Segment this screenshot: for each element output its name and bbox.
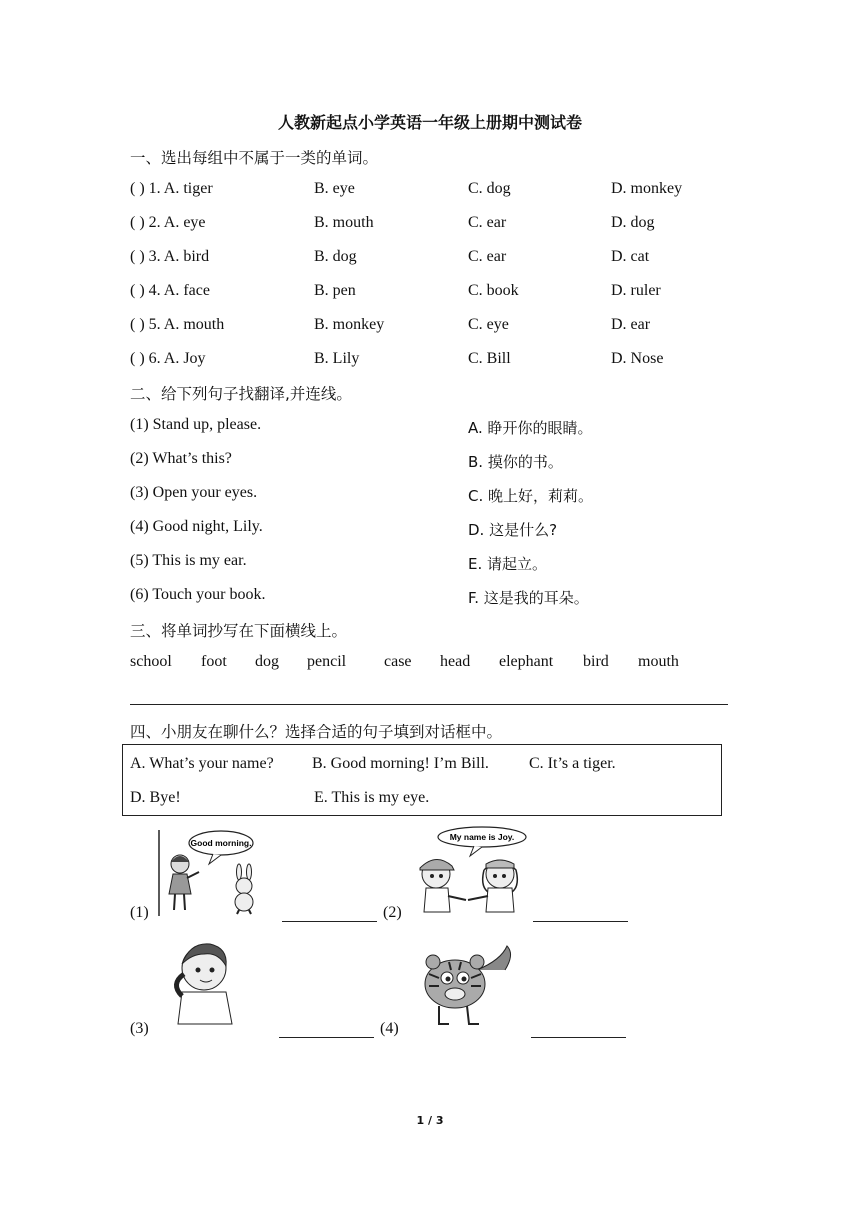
answer-blank-3[interactable] — [279, 1037, 374, 1038]
option-b: B. dog — [314, 248, 357, 265]
option-a: A. What’s your name? — [130, 755, 274, 772]
word-item: mouth — [638, 653, 679, 670]
option-b: B. pen — [314, 282, 356, 299]
option-d: D. ear — [611, 316, 651, 333]
part4-heading: 四、小朋友在聊什么？选择合适的句子填到对话框中。 — [130, 723, 503, 741]
word-item: bird — [583, 653, 609, 670]
question-stem[interactable]: ( ) 3. A. bird — [130, 248, 210, 265]
word-item: pencil — [307, 653, 347, 670]
part1-heading: 一、选出每组中不属于一类的单词。 — [130, 149, 379, 167]
english-sentence: (1) Stand up, please. — [130, 416, 262, 433]
option-b: B. Lily — [314, 350, 360, 367]
word-item: head — [440, 653, 471, 670]
english-sentence: (2) What’s this? — [130, 450, 232, 467]
option-d: D. Bye! — [130, 789, 181, 806]
word-item: school — [130, 653, 172, 670]
question-stem[interactable]: ( ) 2. A. eye — [130, 214, 206, 231]
label-3: (3) — [130, 1020, 149, 1037]
option-b: B. mouth — [314, 214, 374, 231]
part3-heading: 三、将单词抄写在下面横线上。 — [130, 622, 348, 640]
question-stem[interactable]: ( ) 6. A. Joy — [130, 350, 206, 367]
option-d: D. dog — [611, 214, 655, 231]
question-stem[interactable]: ( ) 4. A. face — [130, 282, 210, 299]
page-number: 1 / 3 — [416, 1114, 444, 1127]
picture-girl-and-rabbit — [155, 826, 275, 918]
picture-boy-and-girl — [408, 826, 530, 918]
english-sentence: (5) This is my ear. — [130, 552, 247, 569]
chinese-translation: F. 这是我的耳朵。 — [468, 589, 589, 607]
english-sentence: (6) Touch your book. — [130, 586, 266, 603]
option-e: E. This is my eye. — [314, 789, 430, 806]
chinese-translation: E. 请起立。 — [468, 555, 548, 573]
chinese-translation: C. 晚上好，莉莉。 — [468, 487, 594, 505]
chinese-translation: D. 这是什么? — [468, 521, 558, 539]
question-stem[interactable]: ( ) 1. A. tiger — [130, 180, 213, 197]
question-stem[interactable]: ( ) 5. A. mouth — [130, 316, 225, 333]
picture-tiger — [415, 940, 515, 1030]
word-item: foot — [201, 653, 227, 670]
part2-heading: 二、给下列句子找翻译,并连线。 — [130, 385, 352, 403]
option-c: C. book — [468, 282, 519, 299]
page-title: 人教新起点小学英语一年级上册期中测试卷 — [277, 113, 582, 132]
answer-blank-4[interactable] — [531, 1037, 626, 1038]
option-c: C. ear — [468, 248, 507, 265]
chinese-translation: B. 摸你的书。 — [468, 453, 563, 471]
copy-line[interactable] — [130, 704, 728, 705]
word-item: dog — [255, 653, 279, 670]
chinese-translation: A. 睁开你的眼睛。 — [468, 419, 593, 437]
word-item: elephant — [499, 653, 554, 670]
option-b: B. monkey — [314, 316, 385, 333]
option-d: D. monkey — [611, 180, 683, 197]
english-sentence: (3) Open your eyes. — [130, 484, 258, 501]
option-d: D. cat — [611, 248, 650, 265]
option-d: D. Nose — [611, 350, 664, 367]
option-c: C. It’s a tiger. — [529, 755, 616, 772]
label-2: (2) — [383, 904, 402, 921]
word-item: case — [384, 653, 412, 670]
option-d: D. ruler — [611, 282, 661, 299]
picture-boy-pointing-eye — [160, 940, 246, 1026]
answer-blank-1[interactable] — [282, 921, 377, 922]
bubble2-text: My name is Joy. — [449, 832, 515, 842]
label-1: (1) — [130, 904, 149, 921]
bubble1-text: Good morning. — [190, 838, 252, 848]
option-b: B. eye — [314, 180, 355, 197]
label-4: (4) — [380, 1020, 399, 1037]
option-c: C. dog — [468, 180, 511, 197]
option-c: C. Bill — [468, 350, 511, 367]
english-sentence: (4) Good night, Lily. — [130, 518, 263, 535]
option-c: C. ear — [468, 214, 507, 231]
answer-blank-2[interactable] — [533, 921, 628, 922]
option-c: C. eye — [468, 316, 509, 333]
option-b: B. Good morning! I’m Bill. — [312, 755, 489, 772]
